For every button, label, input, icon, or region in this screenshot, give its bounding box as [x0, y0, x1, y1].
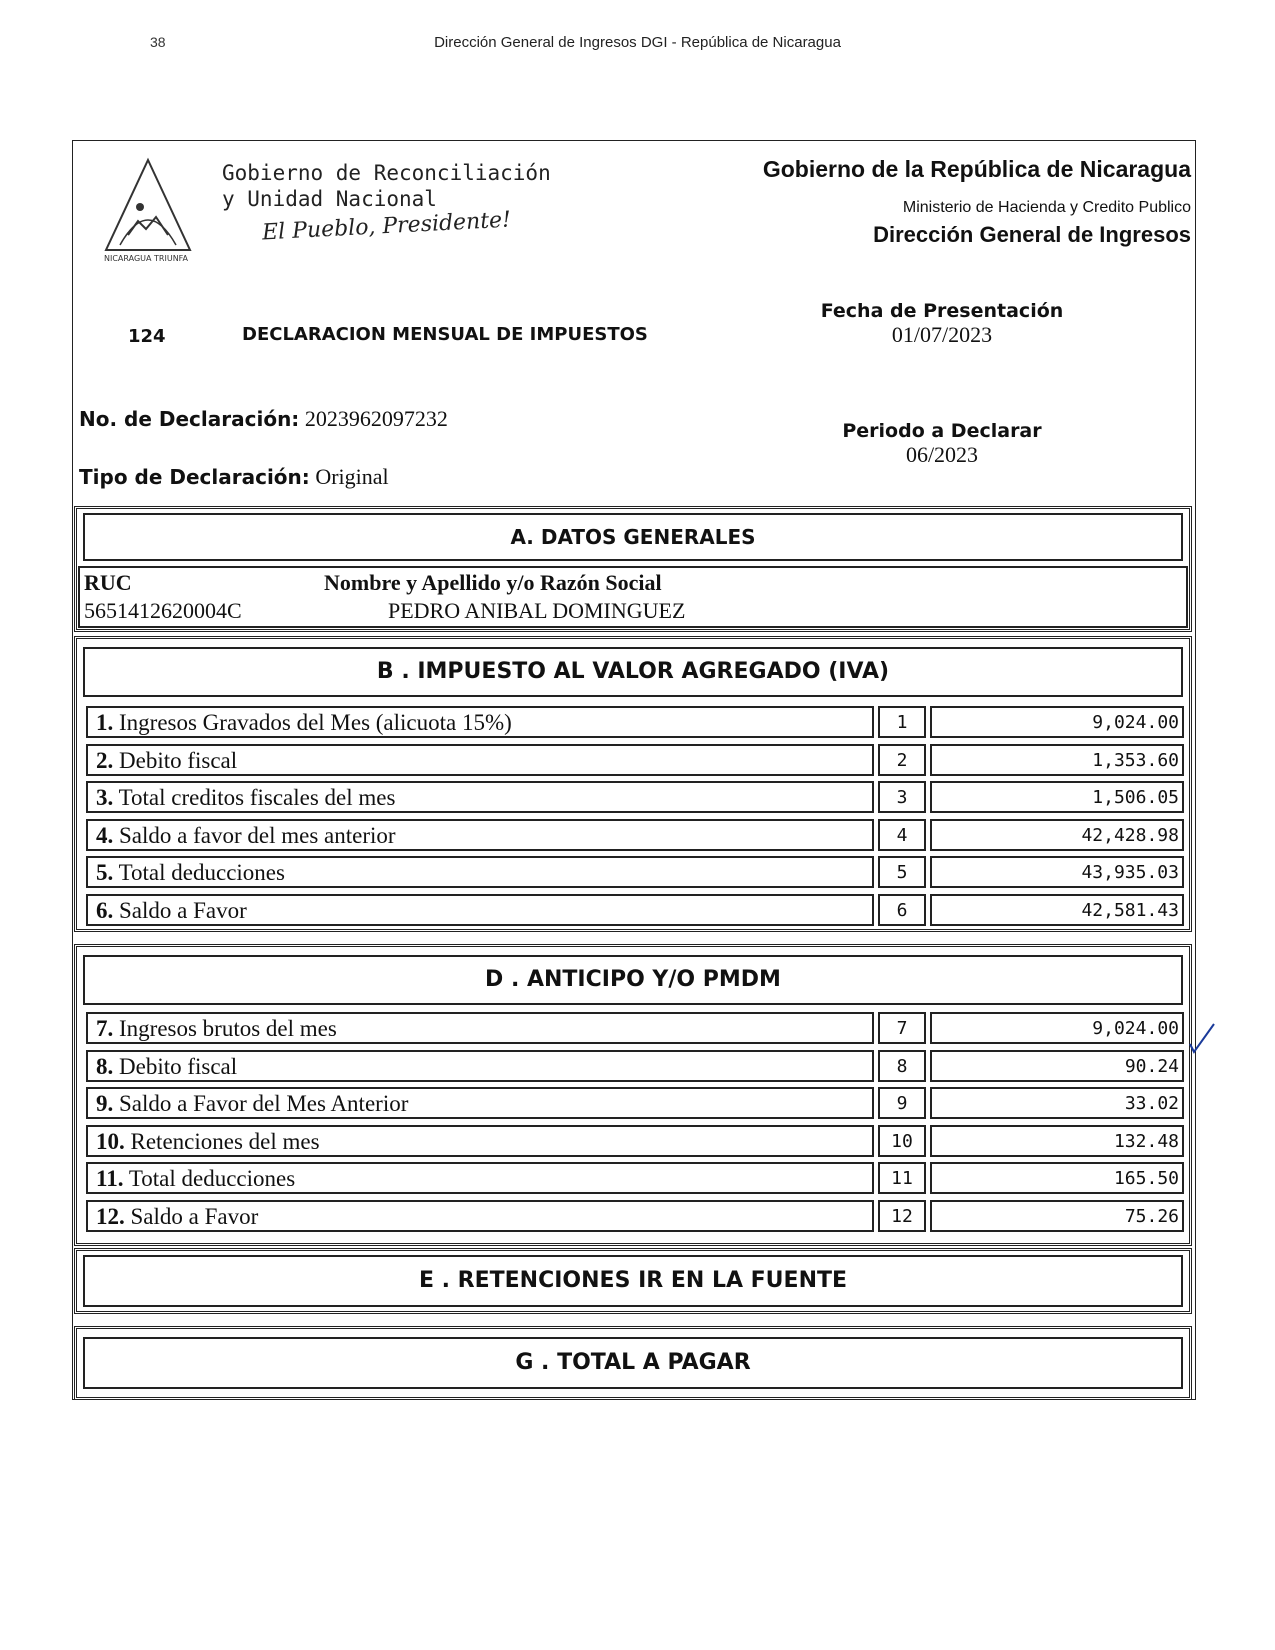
row-line-number: 11 [878, 1162, 926, 1194]
row-label [86, 1050, 874, 1082]
row-amount: 90.24 [930, 1050, 1184, 1082]
row-line-number: 4 [878, 819, 926, 851]
row-number-prefix: 2. [96, 747, 114, 773]
row-number-prefix: 8. [96, 1053, 114, 1079]
handwritten-check-mark [1188, 1022, 1218, 1058]
section-a-title: A. DATOS GENERALES [83, 513, 1183, 561]
periodo-label: Periodo a Declarar [842, 420, 1042, 442]
gov-left-line2: y Unidad Nacional [222, 187, 437, 211]
row-label-text: Total creditos fiscales del mes [118, 785, 396, 811]
razon-social-value: PEDRO ANIBAL DOMINGUEZ [388, 598, 686, 623]
row-label-text: Saldo a favor del mes anterior [119, 822, 396, 848]
row-line-number: 1 [878, 706, 926, 738]
tipo-label: Tipo de Declaración: [79, 465, 310, 489]
row-number-prefix: 1. [96, 710, 114, 735]
row-label-text: Ingresos brutos del mes [119, 1016, 337, 1041]
section-b-title: B . IMPUESTO AL VALOR AGREGADO (IVA) [83, 647, 1183, 697]
ruc-value: 5651412620004C [84, 598, 242, 623]
row-label [86, 1012, 874, 1044]
gov-left-line1: Gobierno de Reconciliación [222, 161, 551, 185]
government-right-title: Gobierno de la República de Nicaragua [762, 156, 1191, 182]
tipo-value: Original [315, 464, 389, 489]
row-line-number: 6 [878, 894, 926, 926]
row-label [86, 1200, 874, 1232]
section-g-title: G . TOTAL A PAGAR [83, 1337, 1183, 1389]
row-number-prefix: 7. [96, 1016, 114, 1041]
row-line-number: 2 [878, 744, 926, 776]
periodo-value: 06/2023 [905, 442, 979, 467]
row-label [86, 819, 874, 851]
row-number-prefix: 11. [96, 1166, 124, 1192]
fecha-presentacion [812, 300, 1072, 348]
row-label [86, 894, 874, 926]
government-logo [100, 155, 196, 265]
row-line-number: 7 [878, 1012, 926, 1044]
row-amount: 1,506.05 [930, 781, 1184, 813]
periodo-declarar [812, 420, 1072, 468]
section-e-title: E . RETENCIONES IR EN LA FUENTE [83, 1255, 1183, 1307]
fecha-label: Fecha de Presentación [820, 300, 1064, 322]
row-line-number: 8 [878, 1050, 926, 1082]
row-label-text: Debito fiscal [119, 1053, 238, 1079]
no-declaracion-label: No. de Declaración: [79, 407, 300, 431]
row-label-text: Total deducciones [128, 1166, 296, 1192]
row-label-text: Ingresos Gravados del Mes (alicuota 15%) [119, 710, 512, 735]
row-number-prefix: 12. [96, 1204, 125, 1229]
tipo-declaracion [79, 464, 389, 490]
row-line-number: 3 [878, 781, 926, 813]
row-line-number: 9 [878, 1087, 926, 1119]
row-label-text: Debito fiscal [119, 747, 238, 773]
datos-generales-row [78, 566, 1188, 628]
row-amount: 9,024.00 [930, 706, 1184, 738]
row-label [86, 856, 874, 888]
form-title: DECLARACION MENSUAL DE IMPUESTOS [242, 324, 648, 345]
logo-text: NICARAGUA TRIUNFA [104, 254, 189, 263]
row-label-text: Total deducciones [118, 860, 285, 886]
row-amount: 43,935.03 [930, 856, 1184, 888]
row-number-prefix: 6. [96, 898, 114, 923]
row-amount: 75.26 [930, 1200, 1184, 1232]
row-label [86, 706, 874, 738]
no-declaracion-value: 2023962097232 [304, 406, 448, 431]
page-corner-number: 38 [150, 34, 166, 50]
row-amount: 33.02 [930, 1087, 1184, 1119]
row-label-text: Saldo a Favor [119, 898, 247, 923]
page-header: Dirección General de Ingresos DGI - República de Nicaragua [434, 34, 841, 51]
row-line-number: 10 [878, 1125, 926, 1157]
row-label-text: Saldo a Favor [130, 1204, 259, 1229]
row-number-prefix: 4. [96, 822, 114, 848]
row-label [86, 1162, 874, 1194]
row-amount: 132.48 [930, 1125, 1184, 1157]
fecha-value: 01/07/2023 [891, 322, 993, 347]
row-amount: 9,024.00 [930, 1012, 1184, 1044]
row-number-prefix: 3. [96, 785, 114, 811]
section-e [74, 1248, 1192, 1314]
row-label [86, 744, 874, 776]
government-left-title [222, 160, 551, 212]
no-declaracion [79, 406, 448, 432]
row-label-text: Retenciones del mes [130, 1128, 320, 1154]
row-label [86, 1087, 874, 1119]
ruc-label: RUC [84, 570, 132, 595]
row-amount: 165.50 [930, 1162, 1184, 1194]
form-code: 124 [128, 326, 166, 347]
direccion-name: Dirección General de Ingresos [873, 222, 1191, 247]
row-amount: 1,353.60 [930, 744, 1184, 776]
row-line-number: 12 [878, 1200, 926, 1232]
section-d-title: D . ANTICIPO Y/O PMDM [83, 955, 1183, 1005]
row-label-text: Saldo a Favor del Mes Anterior [119, 1091, 409, 1117]
row-line-number: 5 [878, 856, 926, 888]
row-label [86, 781, 874, 813]
row-number-prefix: 10. [96, 1128, 125, 1154]
slogan-signature: El Pueblo, Presidente! [261, 207, 512, 246]
row-amount: 42,428.98 [930, 819, 1184, 851]
ministry-name: Ministerio de Hacienda y Credito Publico [902, 199, 1191, 216]
razon-social-label: Nombre y Apellido y/o Razón Social [324, 570, 662, 595]
row-label [86, 1125, 874, 1157]
row-amount: 42,581.43 [930, 894, 1184, 926]
row-number-prefix: 9. [96, 1091, 114, 1117]
section-g [74, 1326, 1192, 1400]
row-number-prefix: 5. [96, 860, 114, 886]
